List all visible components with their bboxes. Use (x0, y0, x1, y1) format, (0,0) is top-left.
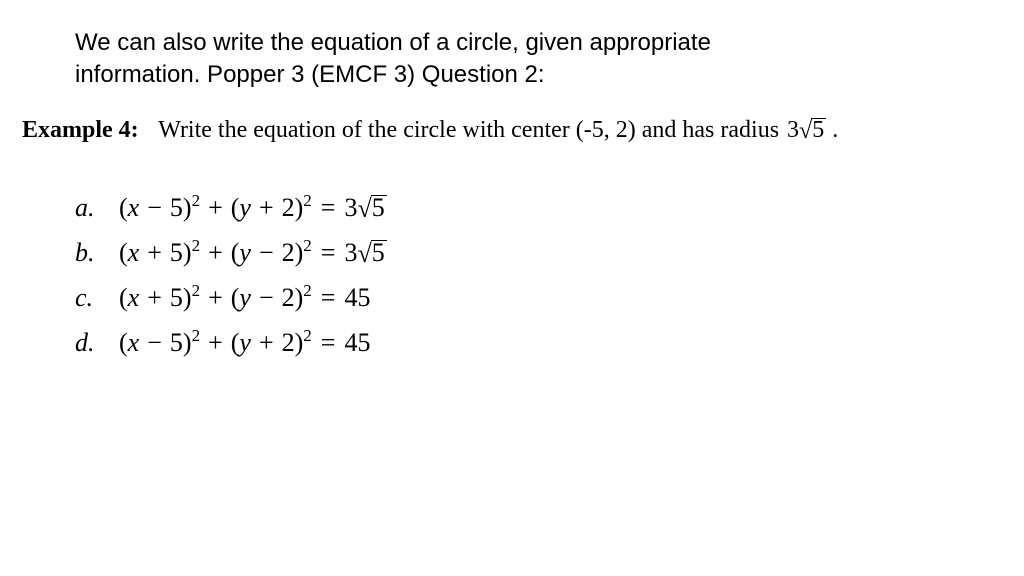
rhs-value: 45 (344, 283, 371, 312)
intro-text (75, 27, 955, 91)
rhs-coefficient: 3 (344, 193, 358, 222)
choice-letter: b. (75, 238, 95, 267)
choice-c[interactable] (75, 280, 387, 325)
example-period: . (832, 117, 839, 143)
choice-letter: a. (75, 193, 95, 222)
answer-choices (75, 190, 387, 370)
radius-expression (787, 114, 826, 146)
choice-letter: d. (75, 328, 95, 357)
rhs-value: 45 (344, 328, 371, 357)
sqrt-symbol: √ (357, 239, 372, 268)
intro-line-1: We can also write the equation of a circle, given appropriate (75, 29, 711, 56)
rhs-radicand: 5 (371, 238, 385, 267)
choice-a[interactable] (75, 190, 387, 235)
rhs-radicand: 5 (371, 193, 385, 222)
intro-line-2: information. Popper 3 (EMCF 3) Question 2: (75, 61, 545, 88)
choice-equation: $(x + 5)^2 + (y - 2)^2 = 45$ (119, 281, 371, 312)
example-prompt (22, 114, 838, 146)
rhs-coefficient: 3 (344, 238, 358, 267)
sqrt-symbol: √ (799, 118, 813, 144)
sqrt-symbol: √ (357, 194, 372, 223)
radius-coefficient: 3 (787, 117, 800, 143)
choice-b[interactable] (75, 235, 387, 280)
example-label: Example 4: (22, 117, 139, 143)
choice-equation: $(x - 5)^2 + (y + 2)^2 = 3√5$ (119, 190, 387, 226)
radius-radicand: 5 (812, 117, 825, 143)
example-text: Write the equation of the circle with center (-5, 2) and has radius (158, 117, 780, 143)
choice-equation: $(x + 5)^2 + (y - 2)^2 = 3√5$ (119, 235, 387, 271)
choice-d[interactable] (75, 325, 387, 370)
choice-letter: c. (75, 283, 94, 312)
choice-equation: $(x - 5)^2 + (y + 2)^2 = 45$ (119, 326, 371, 357)
